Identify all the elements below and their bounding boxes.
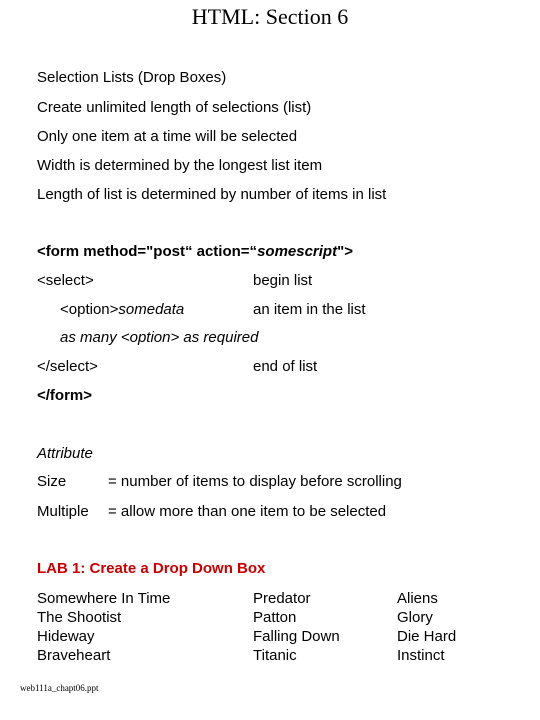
option-tag-line xyxy=(60,301,184,318)
select-close-desc: end of list xyxy=(253,358,318,375)
movie-item: Falling Down xyxy=(253,628,340,645)
footer-filename: web111a_chapt06.ppt xyxy=(20,683,99,693)
bullet-text: Width is determined by the longest list item xyxy=(37,157,323,174)
movie-item: Hideway xyxy=(37,628,95,645)
attribute-desc: = number of items to display before scrolling xyxy=(108,473,402,490)
option-tag: <option> xyxy=(60,301,119,318)
form-open-prefix: <form method="post“ action=“ xyxy=(37,243,258,260)
movie-item: Glory xyxy=(397,609,433,626)
select-open-tag: <select> xyxy=(37,272,94,289)
movie-item: The Shootist xyxy=(37,609,122,626)
select-open-desc: begin list xyxy=(253,272,313,289)
movie-item: Instinct xyxy=(397,647,445,664)
lab-title: LAB 1: Create a Drop Down Box xyxy=(37,560,266,577)
select-close-tag: </select> xyxy=(37,358,98,375)
bullet-text: Create unlimited length of selections (list) xyxy=(37,99,312,116)
movie-item: Patton xyxy=(253,609,297,626)
form-open-tag xyxy=(37,243,353,260)
movie-column-1 xyxy=(37,589,170,665)
option-value: somedata xyxy=(118,301,185,318)
movie-item: Aliens xyxy=(397,590,438,607)
movie-column-3 xyxy=(397,589,456,665)
form-close-tag: </form> xyxy=(37,387,93,404)
form-action-script: somescript xyxy=(257,243,338,260)
movie-item: Somewhere In Time xyxy=(37,590,171,607)
attribute-name: Multiple xyxy=(37,503,89,520)
movie-item: Die Hard xyxy=(397,628,457,645)
bullet-text: Length of list is determined by number of items in list xyxy=(37,186,387,203)
movie-column-2 xyxy=(253,589,340,665)
attribute-name: Size xyxy=(37,473,67,490)
form-open-suffix: "> xyxy=(337,243,353,260)
section-heading: Selection Lists (Drop Boxes) xyxy=(37,69,227,86)
movie-item: Titanic xyxy=(253,647,297,664)
as-many-note: as many <option> as required xyxy=(60,329,259,346)
bullet-text: Only one item at a time will be selected xyxy=(37,128,298,145)
attribute-desc: = allow more than one item to be selected xyxy=(108,503,387,520)
movie-item: Braveheart xyxy=(37,647,111,664)
page-title: HTML: Section 6 xyxy=(191,4,349,29)
movie-item: Predator xyxy=(253,590,311,607)
option-desc: an item in the list xyxy=(253,301,366,318)
attribute-heading: Attribute xyxy=(37,445,93,462)
